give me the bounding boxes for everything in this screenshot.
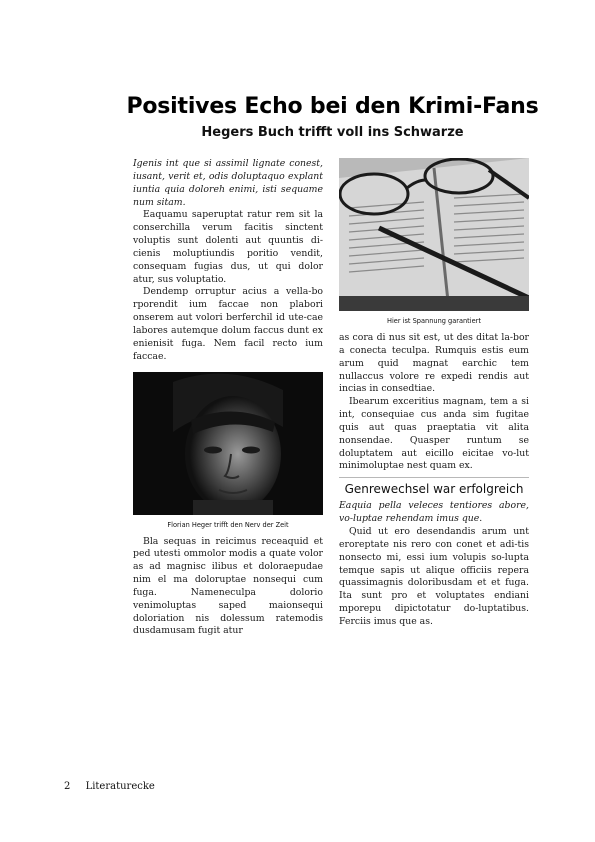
- page-number: 2: [64, 781, 71, 792]
- body-paragraph: Dendemp orruptur acius a vella-bo rporendit ium faccae non plabori onserem aut volori berferchil id ute-cae labores autemque dolum faccus dunt ex enienisit fuga. Nem facil recto ium faccae.: [133, 286, 323, 362]
- right-column: [339, 158, 529, 629]
- section-heading: Genrewechsel war erfolgreich: [344, 482, 524, 497]
- book-glasses-photo: [339, 158, 529, 311]
- body-paragraph: Eaquamu saperuptat ratur rem sit la conserchilla verum facitis sinctent voluptis sunt dolenti aut quuntis di-cienis moluptiundis poritio vendit, consequam fugias dus, ut qui dolor atur, sus voluptatio.: [133, 209, 323, 285]
- left-column: [133, 158, 323, 638]
- body-paragraph: Ibearum exceritius magnam, tem a si int, consequiae cus anda sim fugitae quis aut quas praeptatia vit alita nonsendae. Quasper runtum se doluptatem aut eicillo eicitae vo-lut minimoluptae nest quam ex.: [339, 396, 529, 472]
- page-footer: [64, 781, 155, 792]
- article-headline: Positives Echo bei den Krimi-Fans: [126, 94, 539, 119]
- portrait-photo-graphic: [133, 372, 323, 515]
- body-paragraph: Bla sequas in reicimus receaquid et ped utesti ommolor modis a quate volor as ad magnisc ilibus et doloraepudae nim el ma doloruptae nonsequi cum fuga. Nameneculpa dolorio venimoluptas saped maionsequi doloriation nis dolessum ratemodis dusdamusam fugit atur: [133, 535, 323, 637]
- body-paragraph: Quid ut ero desendandis arum unt eroreptate nis rero con conet et adi-tis nonsecto mi, essi ium volupis so-lupta temque sapis ut alique officiis repera quassimagnis doloribusdam et et fuga. Ita sunt pro et voluptates endiani mporepu dipictotatur do-luptatibus. Ferciis imus que as.: [339, 525, 529, 627]
- lead-paragraph: Igenis int que si assimil lignate conest, iusant, verit et, odis doluptaquo explant iuntia quia doloreh enimi, isti sequame num sitam.: [133, 158, 323, 208]
- article-subheadline: Hegers Buch trifft voll ins Schwarze: [201, 125, 464, 140]
- portrait-photo: [133, 372, 323, 515]
- section-lead-paragraph: Eaquia pella veleces tentiores abore, vo-luptae rehendam imus que.: [339, 500, 529, 525]
- section-name: Literaturecke: [85, 781, 155, 792]
- photo-caption: Florian Heger trifft den Nerv der Zeit: [167, 520, 289, 529]
- book-glasses-photo-graphic: [339, 158, 529, 311]
- photo-caption: Hier ist Spannung garantiert: [387, 317, 481, 325]
- body-paragraph: as cora di nus sit est, ut des ditat la-bor a conecta teculpa. Rumquis estis eum arum quid magnat earchic tem nullaccus volore re expedi rendis aut incias in consedtiae.: [339, 332, 529, 395]
- section-divider: [339, 477, 529, 478]
